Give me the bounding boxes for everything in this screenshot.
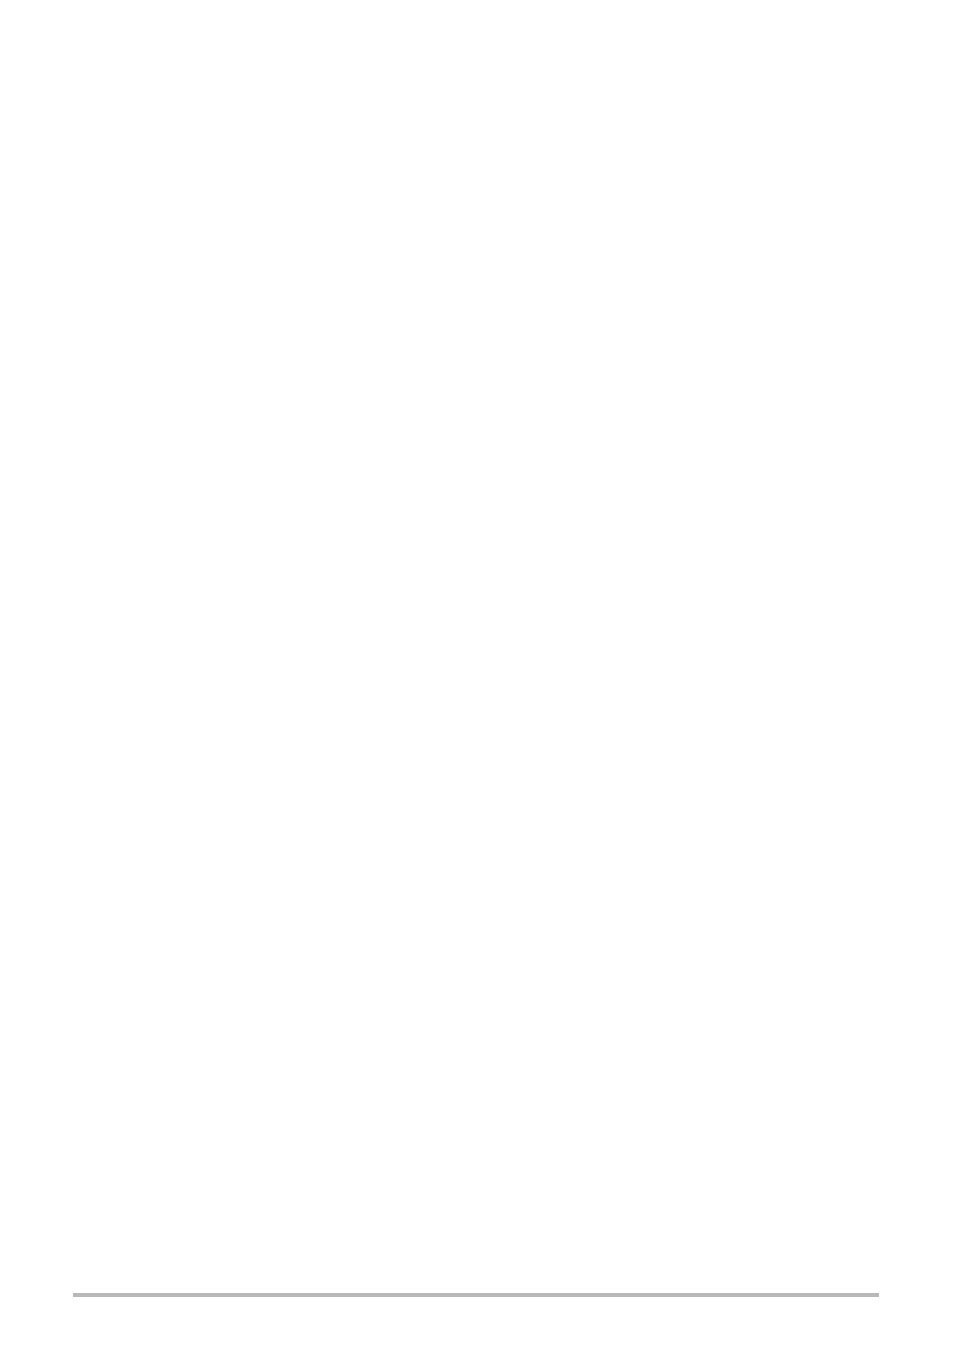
footer-rule <box>73 1293 879 1297</box>
